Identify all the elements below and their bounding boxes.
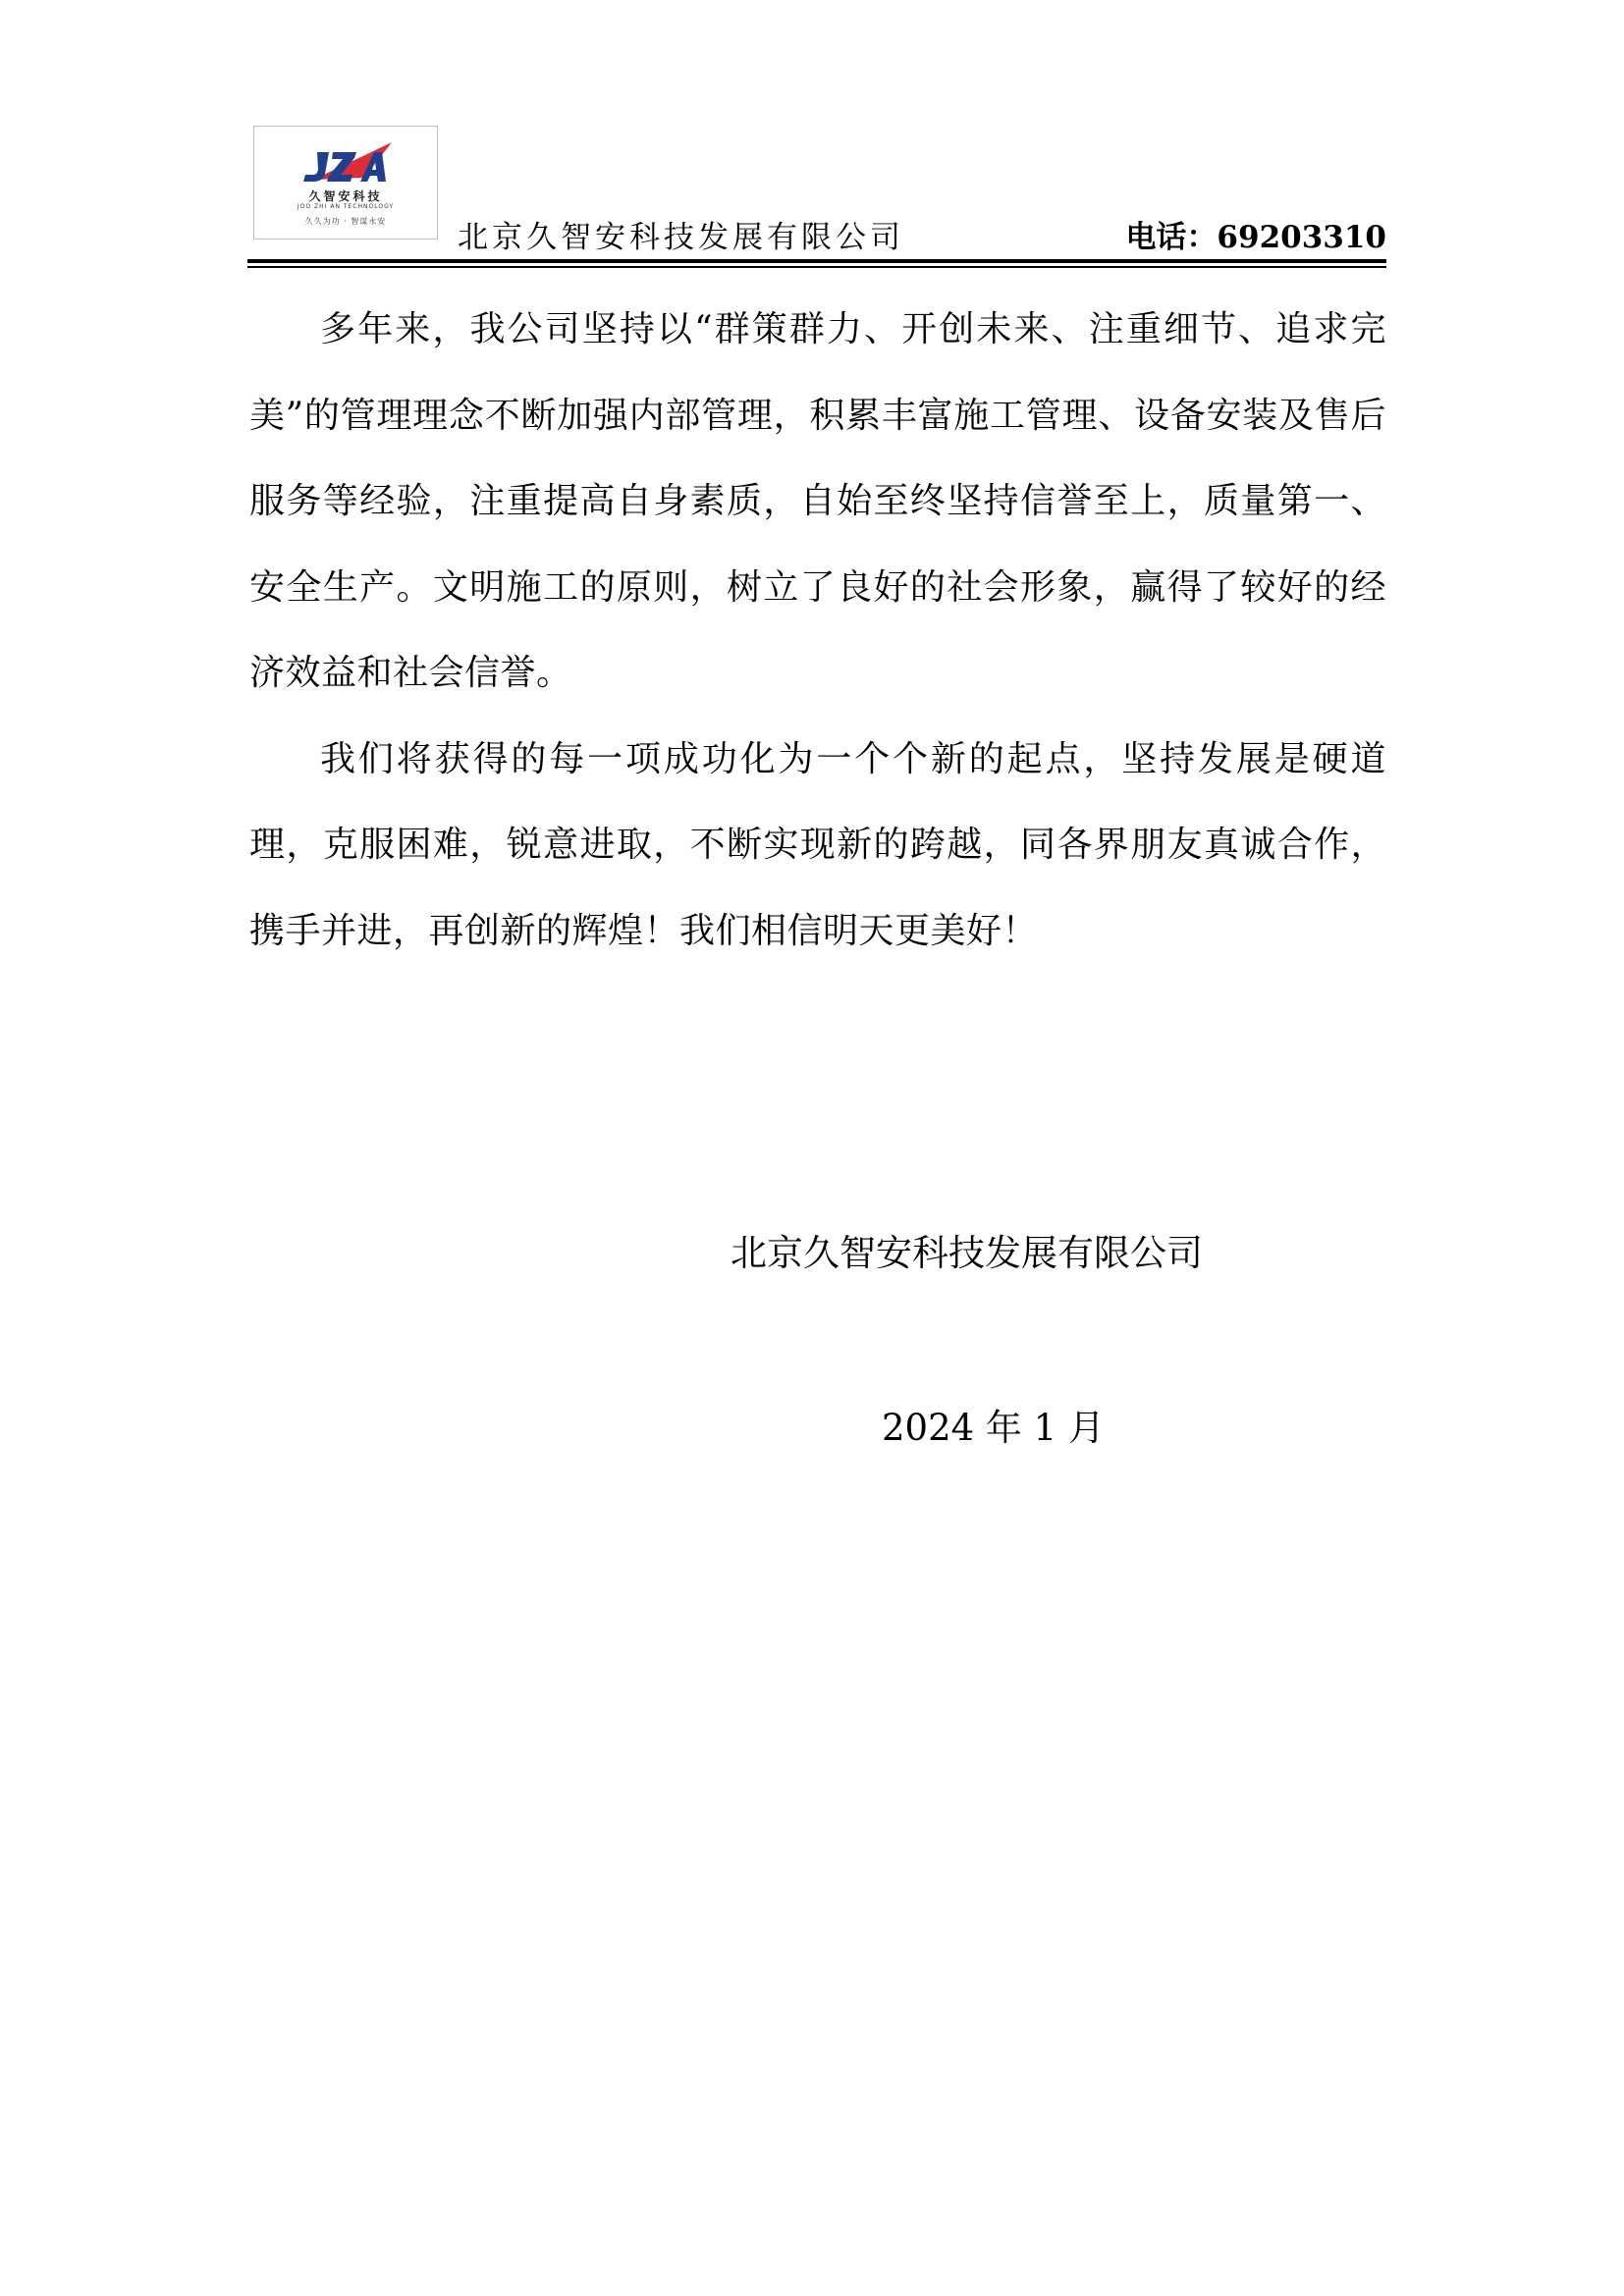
header-divider-thick xyxy=(247,259,1386,263)
body-text xyxy=(249,287,1386,974)
jza-logo-mark-icon xyxy=(296,140,400,187)
logo-name-en: JOO ZHI AN TECHNOLOGY xyxy=(297,203,395,210)
logo-slogan: 久久为功 · 智谋永安 xyxy=(304,217,387,226)
signature-company: 北京久智安科技发展有限公司 xyxy=(731,1232,1203,1274)
header-phone: 电话：69203310 xyxy=(1125,220,1386,255)
body-paragraph-2: 我们将获得的每一项成功化为一个个新的起点，坚持发展是硬道理，克服困难，锐意进取，不断实现新的跨越，同各界朋友真诚合作，携手并进，再创新的辉煌！我们相信明天更美好！ xyxy=(249,738,1386,951)
header-company-name: 北京久智安科技发展有限公司 xyxy=(458,220,904,255)
header-divider-thin xyxy=(247,266,1386,268)
logo-name-cn: 久智安科技 xyxy=(308,189,383,203)
company-logo xyxy=(253,126,438,240)
body-paragraph-1: 多年来，我公司坚持以“群策群力、开创未来、注重细节、追求完美”的管理理念不断加强内部管理，积累丰富施工管理、设备安装及售后服务等经验，注重提高自身素质，自始至终坚持信誉至上，质量第一、安全生产。文明施工的原则，树立了良好的社会形象，赢得了较好的经济效益和社会信誉。 xyxy=(249,309,1386,693)
signature-date: 2024 年 1 月 xyxy=(882,1407,1105,1449)
